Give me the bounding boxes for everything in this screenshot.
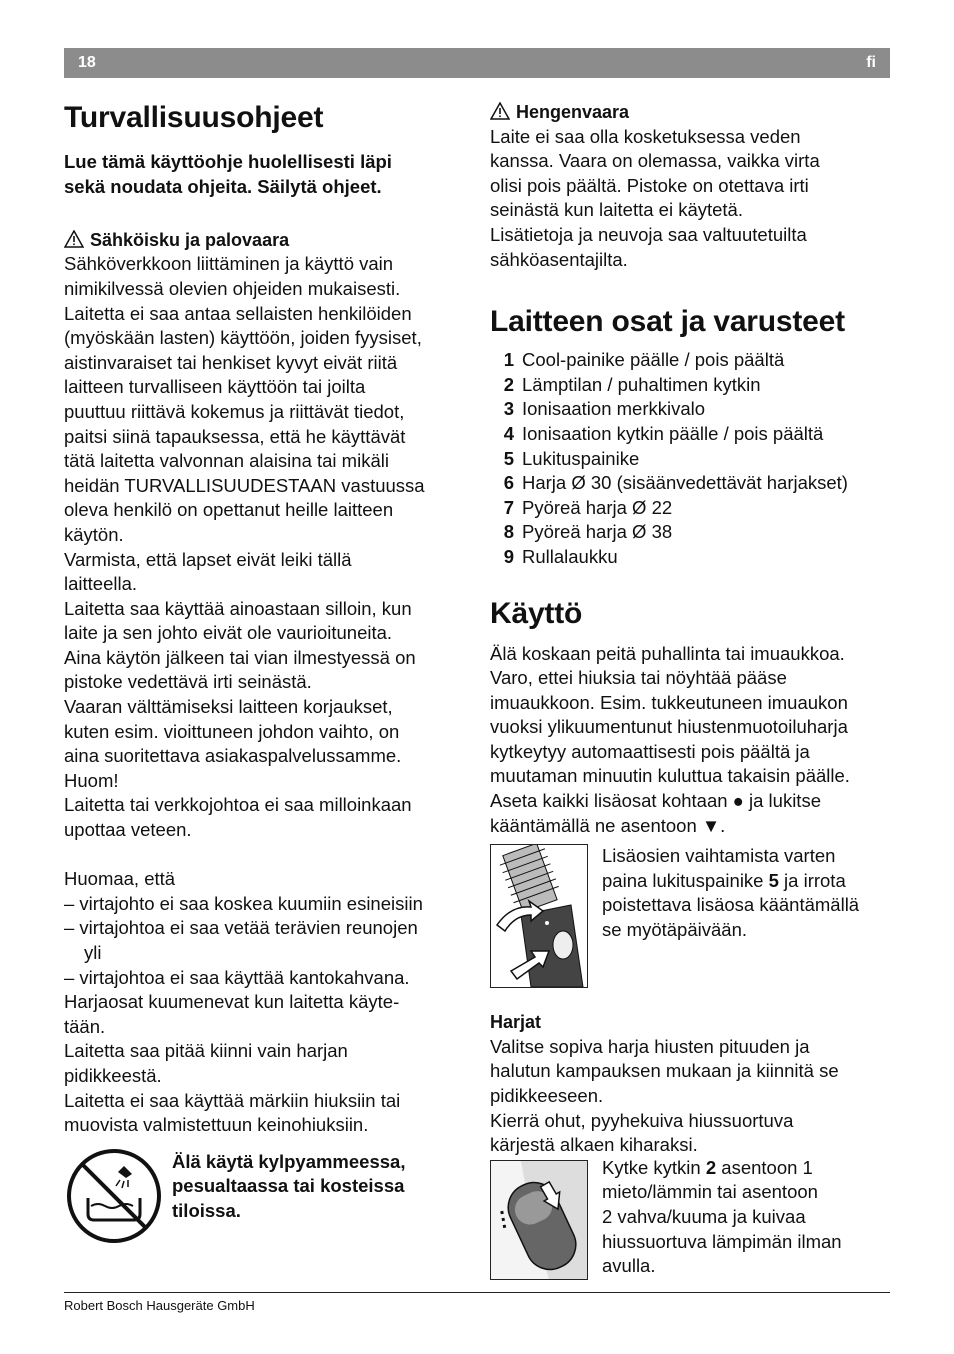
attachment-change-line: poistettava lisäosa kääntämällä	[602, 894, 860, 916]
danger-line: olisi pois päältä. Pistoke on otettava irti	[490, 174, 809, 196]
use-text	[490, 642, 895, 839]
brushes-line: Kierrä ohut, pyyhekuiva hiussuortuva	[490, 1109, 794, 1131]
parts-list-item	[490, 348, 895, 373]
part-label: Lukituspainike	[522, 447, 640, 469]
warning-line: kuten esim. vioittuneen johdon vaihto, on	[64, 720, 400, 742]
no-bathtub-text	[172, 1148, 405, 1224]
intro-line: sekä noudata ohjeita. Säilytä ohjeet.	[64, 175, 382, 197]
warning-triangle-icon	[490, 102, 510, 120]
dash-item-line: – virtajohto ei saa koskea kuumiin esineisiin	[64, 892, 423, 914]
warning-line: käytön.	[64, 523, 124, 545]
dash-item-line: – virtajohtoa ei saa käyttää kantokahvana.	[64, 966, 410, 988]
warning-triangle-icon	[64, 230, 84, 248]
warning-line: Huom!	[64, 769, 119, 791]
dash-list	[64, 892, 469, 990]
part-number: 9	[503, 545, 514, 567]
warning-line: pistoke vedettävä irti seinästä.	[64, 671, 312, 693]
warning-line: upottaa veteen.	[64, 819, 192, 841]
part-label: Ionisaation kytkin päälle / pois päältä	[522, 422, 824, 444]
warning-line: Varmista, että lapset eivät leiki tällä	[64, 548, 352, 570]
switch-line: Kytke kytkin 2 asentoon 1	[602, 1156, 813, 1178]
use-line: imuaukkoon. Esim. tukkeutuneen imuaukon	[490, 691, 848, 713]
temperature-switch-illustration	[490, 1160, 588, 1280]
warning-line: Laitetta saa käyttää ainoastaan silloin, kun	[64, 597, 412, 619]
handling-line: Harjaosat kuumenevat kun laitetta käyte-	[64, 991, 400, 1013]
parts-list-item	[490, 471, 895, 496]
part-label: Harja Ø 30 (sisäänvedettävät harjakset)	[522, 472, 848, 494]
danger-text	[490, 125, 895, 273]
safety-heading: Turvallisuusohjeet	[64, 101, 324, 134]
use-line: vuoksi ylikuumentunut hiustenmuotoiluharja	[490, 716, 848, 738]
danger-title	[490, 100, 895, 125]
parts-list-item	[490, 373, 895, 398]
warning-line: Laitetta ei saa antaa sellaisten henkilöiden	[64, 302, 412, 324]
warning-line: laitteella.	[64, 573, 138, 595]
warning-line: Vaaran välttämiseksi laitteen korjaukset,	[64, 696, 393, 718]
use-line: muutaman minuutin kuluttua takaisin päälle.	[490, 765, 850, 787]
part-number: 6	[503, 472, 514, 494]
part-label: Rullalaukku	[522, 545, 618, 567]
note-title: Huomaa, että	[64, 868, 176, 890]
attachment-change-line: Lisäosien vaihtamista varten	[602, 845, 836, 867]
warning-line: oleva henkilö on opettanut heille laitteen	[64, 499, 394, 521]
dash-list-item	[64, 916, 469, 965]
dash-list-item	[64, 892, 469, 917]
warning-text	[64, 252, 469, 842]
use-line: Älä koskaan peitä puhallinta tai imuaukkoa.	[490, 642, 845, 664]
warning-line: laitteen turvalliseen käyttöön tai joilta	[64, 376, 366, 398]
parts-list-item	[490, 496, 895, 521]
handling-line: pidikkeestä.	[64, 1064, 162, 1086]
warning-line: heidän TURVALLISUUDESTAAN vastuussa	[64, 474, 425, 496]
parts-heading: Laitteen osat ja varusteet	[490, 305, 845, 339]
part-number: 4	[503, 422, 514, 444]
brushes-title: Harjat	[490, 1012, 542, 1033]
parts-list-item	[490, 447, 895, 472]
part-number: 3	[503, 398, 514, 420]
warning-line: tätä laitetta valvonnan alaisina tai mikäli	[64, 450, 389, 472]
parts-list	[490, 348, 895, 569]
brushes-line: Valitse sopiva harja hiusten pituuden ja	[490, 1035, 810, 1057]
header-bar	[64, 48, 890, 78]
part-label: Pyöreä harja Ø 38	[522, 521, 673, 543]
part-number: 7	[503, 496, 514, 518]
attachment-change-block	[490, 844, 895, 988]
use-line: kääntämällä ne asentoon ▼.	[490, 814, 726, 836]
warning-title	[64, 228, 469, 253]
switch-line: 2 vahva/kuuma ja kuivaa	[602, 1206, 806, 1227]
symbol-text-line: Älä käytä kylpyammeessa,	[172, 1150, 406, 1172]
parts-list-item	[490, 422, 895, 447]
warning-line: Sähköverkkoon liittäminen ja käyttö vain	[64, 253, 394, 275]
brushes-line: halutun kampauksen mukaan ja kiinnitä se	[490, 1060, 839, 1082]
warning-line: laite ja sen johto eivät ole vaurioituneita.	[64, 622, 393, 644]
danger-line: Lisätietoja ja neuvoja saa valtuutetuilta	[490, 223, 807, 245]
attachment-change-line: paina lukituspainike 5 ja irrota	[602, 869, 846, 891]
part-label: Ionisaation merkkivalo	[522, 398, 706, 420]
language-code: fi	[866, 54, 876, 71]
left-column	[64, 98, 469, 1244]
warning-title-text: Sähköisku ja palovaara	[90, 229, 290, 250]
warning-line: nimikilvessä olevien ohjeiden mukaisesti.	[64, 277, 401, 299]
use-heading: Käyttö	[490, 596, 583, 630]
switch-text	[602, 1156, 842, 1279]
dash-list-item	[64, 966, 469, 991]
attachment-change-illustration	[490, 844, 588, 988]
danger-line: kanssa. Vaara on olemassa, vaikka virta	[490, 150, 820, 172]
switch-line: hiussuortuva lämpimän ilman	[602, 1230, 842, 1252]
footer-divider	[64, 1292, 890, 1293]
parts-list-item	[490, 397, 895, 422]
part-label: Pyöreä harja Ø 22	[522, 496, 673, 518]
footer-company: Robert Bosch Hausgeräte GmbH	[64, 1298, 255, 1313]
warning-line: aina suoritettava asiakaspalvelussamme.	[64, 745, 402, 767]
part-number: 2	[503, 373, 514, 395]
danger-title-text: Hengenvaara	[516, 102, 630, 122]
handling-line: tään.	[64, 1015, 106, 1037]
right-column	[490, 98, 895, 1280]
handling-line: muovista valmistettuun keinohiuksiin.	[64, 1114, 369, 1136]
brushes-line: kärjestä alkaen kiharaksi.	[490, 1134, 698, 1156]
dash-item-line: yli	[84, 942, 102, 963]
use-line: kytkeytyy automaattisesti pois päältä ja	[490, 740, 810, 762]
switch-line: avulla.	[602, 1255, 656, 1277]
warning-line: paitsi siinä tapauksessa, että he käyttävät	[64, 425, 406, 447]
danger-line: sähköasentajilta.	[490, 248, 628, 270]
intro-line: Lue tämä käyttöohje huolellisesti läpi	[64, 151, 392, 172]
handling-line: Laitetta ei saa käyttää märkiin hiuksiin tai	[64, 1089, 401, 1111]
part-number: 8	[503, 521, 514, 543]
warning-line: Aina käytön jälkeen tai vian ilmestyessä on	[64, 646, 416, 668]
parts-list-item	[490, 545, 895, 570]
use-line: Aseta kaikki lisäosat kohtaan ● ja lukitse	[490, 790, 821, 812]
switch-block	[490, 1156, 895, 1280]
warning-line: Laitetta tai verkkojohtoa ei saa milloinkaan	[64, 794, 412, 816]
symbol-text-line: tiloissa.	[172, 1199, 241, 1221]
brushes-line: pidikkeeseen.	[490, 1085, 604, 1107]
no-bathtub-block	[64, 1148, 469, 1244]
dash-item-line: – virtajohtoa ei saa vetää terävien reunojen	[64, 917, 418, 939]
danger-line: Laite ei saa olla kosketuksessa veden	[490, 125, 801, 147]
warning-line: puuttuu riittävä kokemus ja riittävät tiedot,	[64, 400, 405, 422]
brushes-text	[490, 1035, 895, 1158]
page-number: 18	[78, 54, 96, 71]
attachment-change-line: se myötäpäivään.	[602, 919, 748, 941]
warning-line: aistinvaraiset tai henkiset kyvyt eivät riitä	[64, 351, 398, 373]
handling-text	[64, 990, 469, 1138]
warning-line: (myöskään lasten) käyttöön, joiden fyysiset,	[64, 327, 422, 349]
handling-line: Laitetta saa pitää kiinni vain harjan	[64, 1040, 348, 1062]
no-bathtub-icon	[66, 1148, 162, 1244]
switch-line: mieto/lämmin tai asentoon	[602, 1181, 818, 1203]
parts-list-item	[490, 520, 895, 545]
part-label: Lämptilan / puhaltimen kytkin	[522, 373, 761, 395]
symbol-text-line: pesualtaassa tai kosteissa	[172, 1175, 405, 1197]
part-number: 1	[503, 349, 514, 371]
attachment-change-text	[602, 844, 859, 942]
part-number: 5	[503, 447, 514, 469]
use-line: Varo, ettei hiuksia tai nöyhtää pääse	[490, 667, 787, 689]
part-label: Cool-painike päälle / pois päältä	[522, 349, 785, 371]
danger-line: seinästä kun laitetta ei käytetä.	[490, 199, 743, 221]
